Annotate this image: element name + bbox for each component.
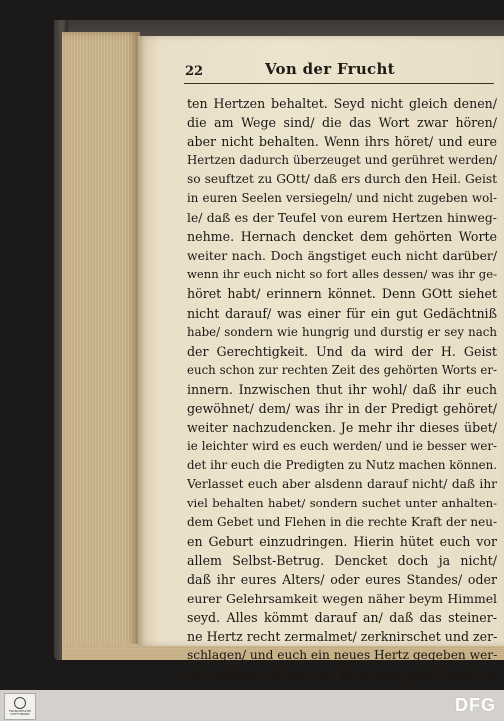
text-line: so seuftzet zu GOtt/ daß ers durch den Heil. Geist (187, 172, 497, 187)
page-number: 22 (185, 64, 204, 79)
text-line: dem Gebet und Flehen in die rechte Kraft der neu- (187, 515, 497, 530)
text-line: die am Wege sind/ die das Wort zwar hören/ (187, 115, 497, 131)
text-line: allem Selbst-Betrug. Dencket doch ja nicht/ (187, 553, 497, 569)
text-line: der Gerechtigkeit. Und da wird der H. Geist (187, 343, 497, 359)
viewer-footer-bar (0, 690, 504, 721)
dfg-logo[interactable]: DFG (455, 695, 496, 715)
running-head: Von der Frucht (265, 60, 395, 78)
text-line: de/ welches da sey das feine und gute Hertz/ in (187, 667, 497, 683)
text-line: ten Hertzen behaltet. Seyd nicht gleich denen/ (187, 96, 497, 111)
text-line: weiter nachzudencken. Je mehr ihr dieses übet/ (187, 419, 497, 435)
text-line: ie leichter wird es euch werden/ und ie besser wer- (187, 438, 497, 453)
text-line: en Geburt einzudringen. Hierin hütet euch vor (187, 534, 497, 550)
text-line: aber nicht behalten. Wenn ihrs höret/ und eure (187, 134, 497, 150)
text-line: wenn ihr euch nicht so fort alles dessen/ was ihr ge- (187, 267, 497, 282)
text-line: nehme. Hernach dencket dem gehörten Worte (187, 229, 497, 245)
library-logo-text: FRANCKESCHE STIFTUNGEN (8, 708, 32, 716)
body-text (187, 94, 497, 704)
text-line: gewöhnet/ dem/ was ihr in der Predigt gehöret/ (187, 400, 497, 416)
text-line: le/ daß es der Teufel von eurem Hertzen hinweg- (187, 210, 497, 226)
text-line: euch schon zur rechten Zeit des gehörten Worts er- (187, 362, 497, 377)
text-line: Hertzen dadurch überzeuget und gerühret werden/ (187, 153, 497, 168)
text-line: in euren Seelen versiegeln/ und nicht zugeben wol- (187, 191, 497, 206)
text-line: höret habt/ erinnern könnet. Denn GOtt siehet (187, 286, 497, 302)
header-rule (184, 83, 494, 84)
text-line: ne Hertz recht zermalmet/ zerknirschet und zer- (187, 629, 498, 645)
page-edges (62, 32, 140, 652)
text-line: habe/ sondern wie hungrig und durstig er sey nach (187, 324, 497, 339)
text-line: schlagen/ und euch ein neues Hertz gegeben wer- (187, 648, 498, 663)
text-line: Verlasset euch aber alsdenn darauf nicht/ daß ihr (187, 476, 497, 491)
library-logo[interactable] (4, 693, 36, 720)
text-line: daß ihr eures Alters/ oder eures Standes/ oder (187, 572, 497, 588)
library-emblem-icon (14, 697, 26, 709)
text-line: det ihr euch die Predigten zu Nutz machen können. (187, 457, 497, 472)
text-line: innern. Inzwischen thut ihr wohl/ daß ihr euch (187, 381, 497, 397)
text-line: nicht darauf/ was einer für ein gut Gedächtniß (187, 305, 497, 321)
text-line: weiter nach. Doch ängstiget euch nicht darüber/ (187, 248, 497, 264)
text-line: eurer Gelehrsamkeit wegen näher beym Himmel (187, 591, 497, 607)
text-line: viel behalten habet/ sondern suchet unter anhalten- (187, 495, 497, 510)
text-line: seyd. Alles kömmt darauf an/ daß das steiner- (187, 610, 497, 626)
